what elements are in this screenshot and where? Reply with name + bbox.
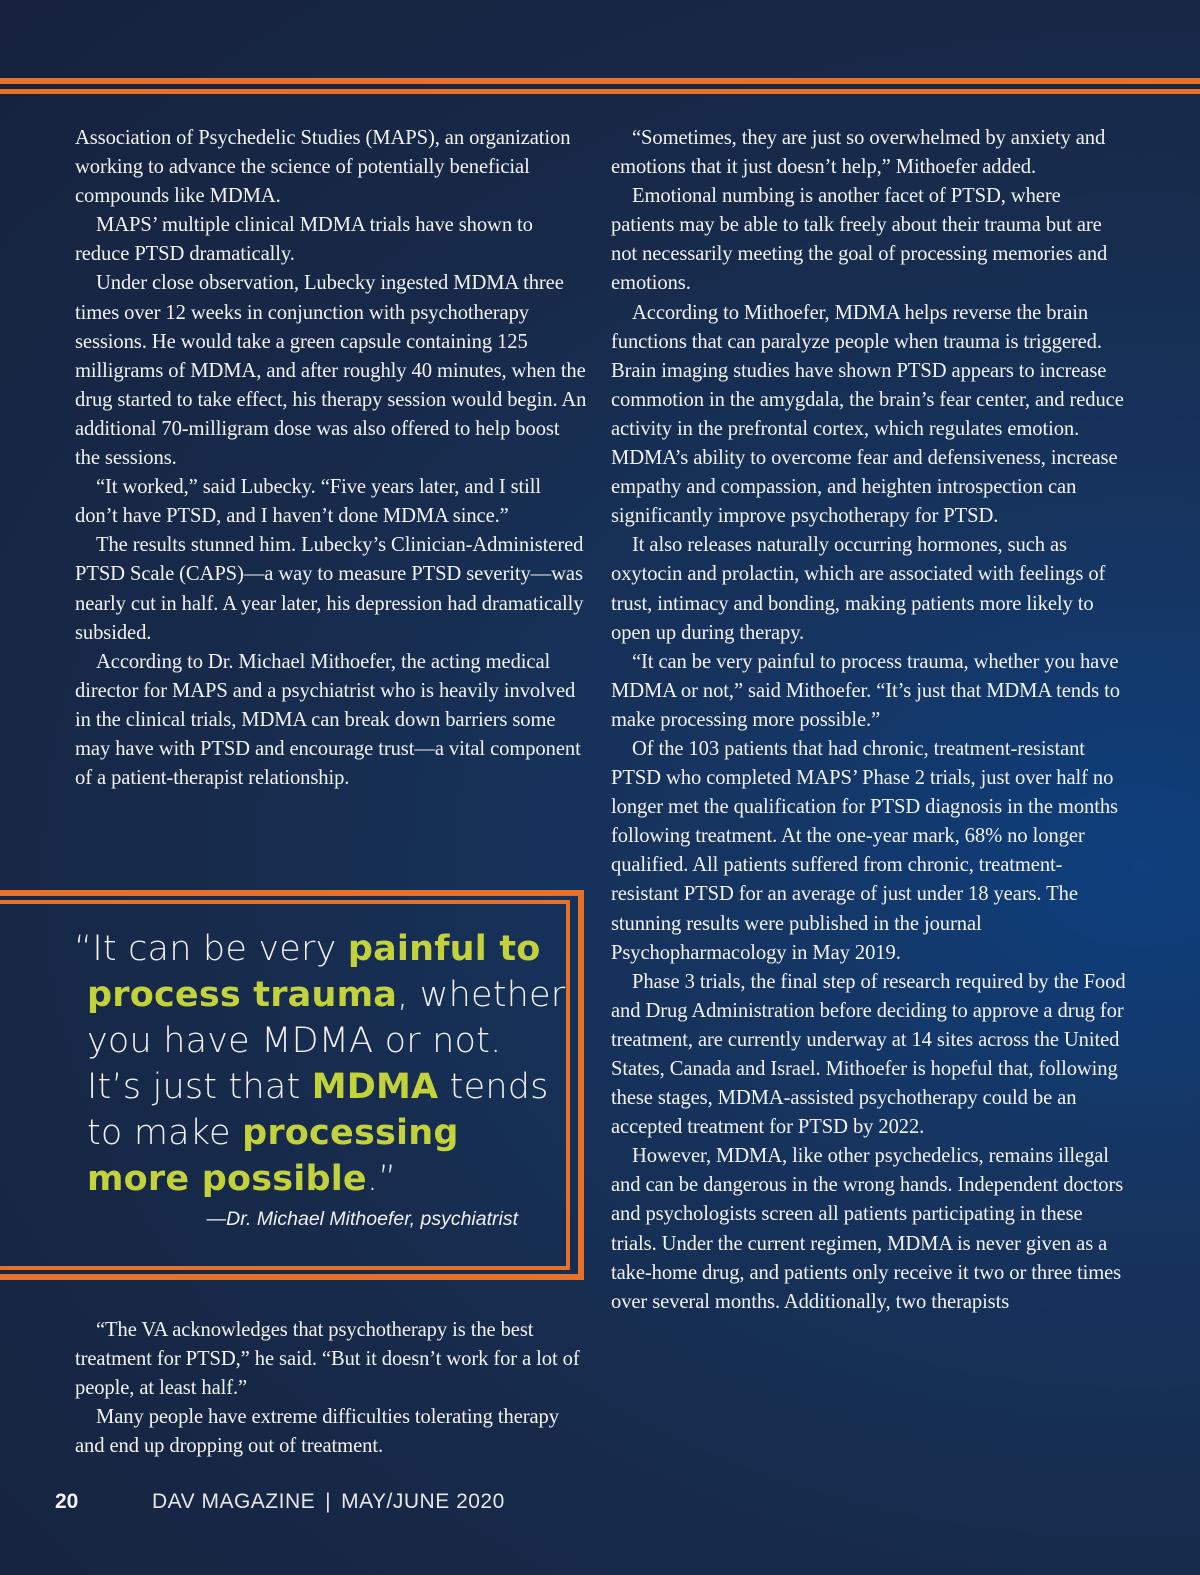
paragraph: It also releases naturally occurring hormones, such as oxytocin and prolactin, which are associated with feelings of trust, intimacy and bonding, making patients more likely to open up during therapy. — [611, 534, 1106, 644]
paragraph: According to Dr. Michael Mithoefer, the acting medical director for MAPS and a psychiatrist who is heavily involved in the clinical trials, MDMA can break down barriers some may have with PTSD and encourage trust—a vital component of a patient-therapist relationship. — [75, 650, 581, 790]
paragraph: Many people have extreme difficulties tolerating therapy and end up dropping out of treatment. — [75, 1406, 559, 1458]
pull-quote — [74, 926, 566, 1202]
right-column — [611, 124, 1127, 1317]
magazine-name: DAV MAGAZINE — [152, 1490, 316, 1513]
pull-quote-line: more possible.” — [87, 1159, 397, 1199]
pull-quote-line: process trauma, whether — [87, 975, 566, 1015]
issue-date: MAY/JUNE 2020 — [341, 1490, 505, 1513]
pull-quote-line: It’s just that MDMA tends — [87, 1067, 549, 1107]
top-orange-rule-thin — [0, 89, 1200, 94]
paragraph: Phase 3 trials, the final step of research required by the Food and Drug Administration before deciding to approve a drug for treatment, are currently underway at 14 sites across the United States, Canada and Israel. Mithoefer is hopeful that, following these stages, MDMA-assisted psychotherapy could be an accepted treatment for PTSD by 2022. — [611, 970, 1126, 1139]
left-column-bottom — [75, 1316, 587, 1461]
pull-quote-line: you have MDMA or not. — [87, 1021, 502, 1061]
magazine-footer — [152, 1490, 505, 1514]
paragraph: According to Mithoefer, MDMA helps reverse the brain functions that can paralyze people when trauma is triggered. Brain imaging studies have shown PTSD appears to increase commotion in the amygdala, the brain’s fear center, and reduce activity in the prefrontal cortex, which regulates emotion. MDMA’s ability to overcome fear and defensiveness, increase empathy and compassion, and heighten introspection can significantly improve psychotherapy for PTSD. — [611, 301, 1124, 528]
paragraph: Association of Psychedelic Studies (MAPS), an organization working to advance the science of potentially beneficial compounds like MDMA. — [75, 127, 571, 208]
paragraph: “It can be very painful to process trauma, whether you have MDMA or not,” said Mithoefer. “It’s just that MDMA tends to make processing more possible.” — [611, 650, 1120, 731]
pull-quote-line: to make processing — [87, 1113, 459, 1153]
paragraph: Of the 103 patients that had chronic, treatment-resistant PTSD who completed MAPS’ Phase 2 trials, just over half no longer met the qualification for PTSD diagnosis in the months following treatment. At the one-year mark, 68% no longer qualified. All patients suffered from chronic, treatment-resistant PTSD for an average of just under 18 years. The stunning results were published in the journal Psychopharmacology in May 2019. — [611, 737, 1118, 964]
paragraph: Emotional numbing is another facet of PTSD, where patients may be able to talk freely about their trauma but are not necessarily meeting the goal of processing memories and emotions. — [611, 185, 1108, 295]
paragraph: “Sometimes, they are just so overwhelmed by anxiety and emotions that it just doesn’t help,” Mithoefer added. — [611, 127, 1106, 179]
footer-separator: | — [325, 1490, 332, 1513]
top-orange-rule — [0, 78, 1200, 84]
page-number: 20 — [55, 1490, 79, 1513]
left-column — [75, 124, 587, 793]
paragraph: “The VA acknowledges that psychotherapy is the best treatment for PTSD,” he said. “But it doesn’t work for a lot of people, at least half.” — [75, 1319, 580, 1400]
paragraph: MAPS’ multiple clinical MDMA trials have shown to reduce PTSD dramatically. — [75, 214, 533, 266]
pull-quote-attribution: —Dr. Michael Mithoefer, psychiatrist — [206, 1208, 518, 1230]
paragraph: However, MDMA, like other psychedelics, remains illegal and can be dangerous in the wrong hands. Independent doctors and psychologists screen all patients participating in these trials. Under the current regimen, MDMA is never given as a take-home drug, and patients only receive it two or three times over several months. Additionally, two therapists — [611, 1145, 1124, 1313]
paragraph: The results stunned him. Lubecky’s Clinician-Administered PTSD Scale (CAPS)—a way to measure PTSD severity—was nearly cut in half. A year later, his depression had dramatically subsided. — [75, 534, 584, 644]
paragraph: Under close observation, Lubecky ingested MDMA three times over 12 weeks in conjunction with psychotherapy sessions. He would take a green capsule containing 125 milligrams of MDMA, and after roughly 40 minutes, when the drug started to take effect, his therapy session would begin. An additional 70-milligram dose was also offered to help boost the sessions. — [75, 272, 587, 470]
paragraph: “It worked,” said Lubecky. “Five years later, and I still don’t have PTSD, and I haven’t done MDMA since.” — [75, 476, 542, 528]
pull-quote-line: “It can be very painful to — [74, 929, 541, 969]
